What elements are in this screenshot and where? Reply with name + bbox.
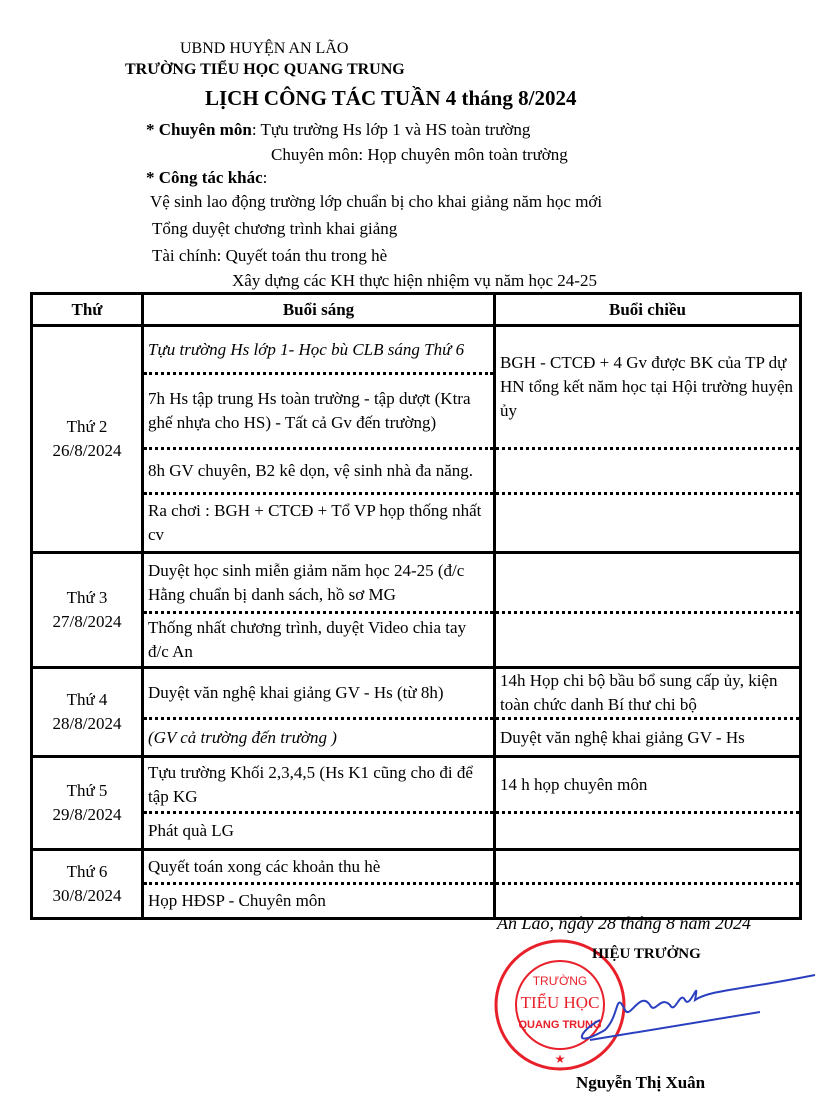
afternoon-cell [496, 450, 799, 495]
header-afternoon: Buổi chiều [609, 299, 686, 319]
day-cell [33, 327, 144, 551]
other-item-3: Tài chính: Quyết toán thu trong hè [152, 246, 388, 265]
afternoon-cell: 14 h họp chuyên môn [496, 758, 799, 814]
afternoon-cell [496, 814, 799, 848]
other-label: * Công tác khác [146, 168, 263, 187]
svg-text:QUANG TRUNG: QUANG TRUNG [518, 1019, 602, 1031]
day-label: Thứ 6 [66, 862, 108, 881]
day-label: Thứ 3 [66, 588, 108, 607]
afternoon-cell [496, 495, 799, 551]
day-date: 29/8/2024 [52, 805, 122, 824]
colon: : [262, 168, 268, 187]
other-label-line [146, 168, 267, 188]
morning-cell: Duyệt văn nghệ khai giảng GV - Hs (từ 8h) [144, 669, 493, 720]
table-row [33, 669, 799, 758]
day-label: Thứ 2 [66, 417, 108, 436]
schedule-table [30, 292, 802, 920]
day-label: Thứ 5 [66, 781, 108, 800]
table-row [33, 758, 799, 851]
morning-cell: 7h Hs tập trung Hs toàn trường - tập dượt (Ktra ghế nhựa cho HS) - Tất cả Gv đến trường) [144, 375, 493, 450]
morning-cell: Tựu trường Khối 2,3,4,5 (Hs K1 cũng cho đi để tập KG [144, 758, 493, 814]
cm-text-1: : Tựu trường Hs lớp 1 và HS toàn trường [251, 120, 531, 139]
afternoon-column [496, 851, 799, 917]
afternoon-column [496, 669, 799, 755]
other-item-4: Xây dựng các KH thực hiện nhiệm vụ năm học 24-25 [232, 271, 597, 290]
afternoon-cell: Duyệt văn nghệ khai giảng GV - Hs [500, 727, 745, 747]
morning-cell: Ra chơi : BGH + CTCĐ + Tổ VP họp thống nhất cv [148, 501, 482, 544]
day-date: 26/8/2024 [52, 441, 122, 460]
role-title: HIỆU TRƯỞNG [592, 946, 701, 962]
signer-name: Nguyễn Thị Xuân [576, 1073, 706, 1092]
day-cell [33, 554, 144, 666]
table-row [33, 327, 799, 554]
other-item-2: Tổng duyệt chương trình khai giảng [152, 219, 398, 238]
morning-cell: Quyết toán xong các khoản thu hè [144, 851, 493, 885]
afternoon-cell: 14h Họp chi bộ bầu bổ sung cấp ủy, kiện toàn chức danh Bí thư chi bộ [496, 669, 799, 720]
place-date: An Lão, ngày 28 tháng 8 năm 2024 [497, 913, 751, 933]
afternoon-column [496, 554, 799, 666]
afternoon-column [496, 758, 799, 848]
morning-column [144, 758, 496, 848]
header-day: Thứ [33, 295, 144, 324]
day-cell [33, 669, 144, 755]
cm-label: * Chuyên môn [146, 120, 252, 139]
morning-column [144, 554, 496, 666]
morning-cell: Phát quà LG [148, 821, 234, 840]
morning-cell: 8h GV chuyên, B2 kê dọn, vệ sinh nhà đa năng. [144, 450, 493, 495]
morning-cell: (GV cả trường đến trường ) [148, 727, 337, 747]
cm-line-1 [146, 120, 530, 140]
day-cell [33, 758, 144, 848]
day-date: 27/8/2024 [52, 612, 122, 631]
school-name: TRƯỜNG TIỂU HỌC QUANG TRUNG [125, 61, 405, 78]
table-row [33, 851, 799, 917]
day-date: 28/8/2024 [52, 714, 122, 733]
morning-cell: Duyệt học sinh miễn giảm năm học 24-25 (đ/c Hằng chuẩn bị danh sách, hồ sơ MG [144, 554, 493, 614]
table-row [33, 554, 799, 669]
morning-cell: Họp HĐSP - Chuyên môn [148, 891, 326, 910]
morning-cell: Thống nhất chương trình, duyệt Video chia tay đ/c An [148, 618, 467, 661]
day-cell [33, 851, 144, 917]
svg-text:TRƯỜNG: TRƯỜNG [532, 974, 588, 988]
afternoon-column [496, 327, 799, 551]
afternoon-cell [496, 851, 799, 885]
afternoon-cell: BGH - CTCĐ + 4 Gv được BK của TP dự HN tổng kết năm học tại Hội trường huyện ủy [496, 327, 799, 450]
svg-text:★: ★ [554, 1052, 566, 1066]
signature [560, 970, 820, 1045]
morning-column [144, 669, 496, 755]
authority-name: UBND HUYỆN AN LÃO [180, 40, 349, 57]
table-header [33, 295, 799, 327]
header-morning: Buổi sáng [144, 295, 496, 324]
morning-column [144, 327, 496, 551]
cm-line-2: Chuyên môn: Họp chuyên môn toàn trường [271, 145, 568, 164]
day-date: 30/8/2024 [52, 886, 122, 905]
morning-column [144, 851, 496, 917]
day-label: Thứ 4 [66, 690, 108, 709]
page-title: LỊCH CÔNG TÁC TUẦN 4 tháng 8/2024 [205, 86, 577, 110]
other-item-1: Vệ sinh lao động trường lớp chuẩn bị cho khai giảng năm học mới [150, 192, 603, 211]
svg-text:TIỂU HỌC: TIỂU HỌC [520, 993, 600, 1012]
afternoon-cell [496, 614, 799, 666]
morning-cell: Tựu trường Hs lớp 1- Học bù CLB sáng Thứ 6 [144, 327, 493, 375]
afternoon-cell [496, 554, 799, 614]
